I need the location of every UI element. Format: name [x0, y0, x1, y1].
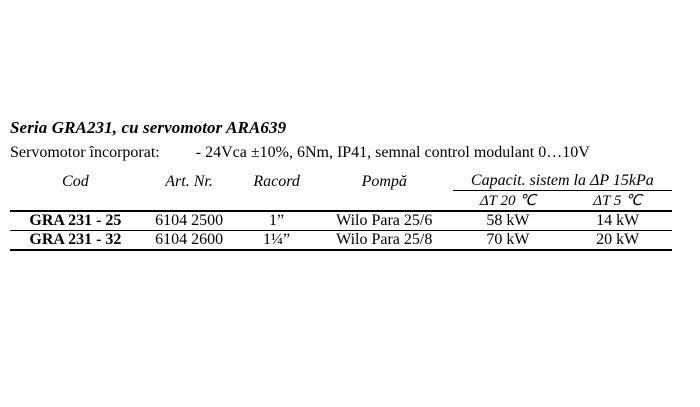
table-subheader-row — [10, 191, 672, 212]
subheader-spacer-3 — [237, 191, 315, 212]
rule-line — [10, 250, 672, 251]
cell-pompa: Wilo Para 25/6 — [336, 212, 433, 229]
cell-cod: GRA 231 - 32 — [29, 231, 122, 248]
table-header-row — [10, 172, 672, 191]
cell-art-nr: 6104 2500 — [155, 212, 224, 229]
cell-cod: GRA 231 - 25 — [29, 212, 122, 229]
table-bottom-rule — [10, 250, 672, 251]
cell-dt5: 20 kW — [596, 231, 640, 248]
servomotor-line — [10, 144, 682, 162]
header-racord: Racord — [253, 172, 300, 190]
servomotor-label: Servomotor încorporat: — [10, 144, 160, 161]
table-row — [10, 231, 672, 250]
cell-racord: 1¼” — [263, 231, 291, 248]
spec-section — [10, 118, 682, 251]
subheader-dt20: ΔT 20 ℃ — [479, 193, 537, 209]
table-row — [10, 212, 672, 231]
servomotor-value: - 24Vca ±10%, 6Nm, IP41, semnal control modulant 0…10V — [195, 144, 590, 161]
subheader-spacer-4 — [316, 191, 453, 212]
section-title: Seria GRA231, cu servomotor ARA639 — [10, 118, 287, 137]
cell-art-nr: 6104 2600 — [155, 231, 224, 248]
header-capacitate: Capacit. sistem la ΔP 15kPa — [453, 172, 672, 191]
header-pompa: Pompă — [361, 172, 407, 190]
header-cod: Cod — [62, 172, 89, 190]
subheader-dt5: ΔT 5 ℃ — [593, 193, 643, 209]
specification-table — [10, 172, 672, 251]
cell-pompa: Wilo Para 25/8 — [336, 231, 433, 248]
subheader-spacer-1 — [10, 191, 141, 212]
cell-dt5: 14 kW — [596, 212, 640, 229]
cell-dt20: 70 kW — [486, 231, 530, 248]
header-art-nr: Art. Nr. — [165, 172, 213, 190]
subheader-spacer-2 — [141, 191, 238, 212]
cell-dt20: 58 kW — [486, 212, 530, 229]
cell-racord: 1” — [269, 212, 285, 229]
